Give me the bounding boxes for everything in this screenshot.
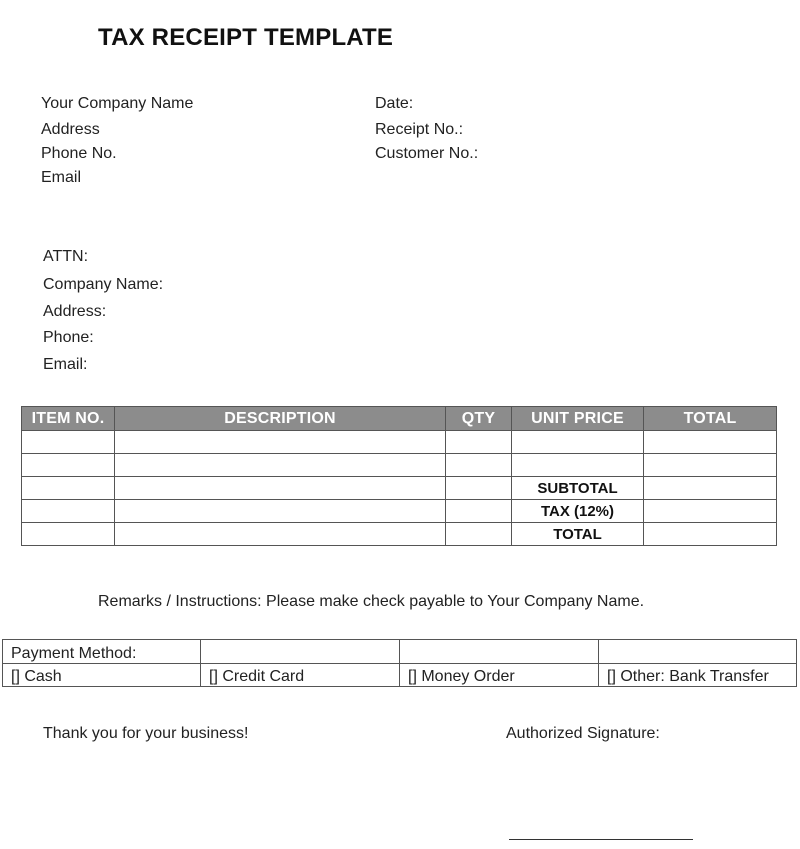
qty-cell[interactable]	[446, 523, 512, 546]
sender-phone: Phone No.	[41, 145, 117, 162]
description-cell[interactable]	[115, 431, 446, 454]
payment-option-other[interactable]: [] Other: Bank Transfer	[599, 664, 797, 687]
description-cell[interactable]	[115, 477, 446, 500]
document-title: TAX RECEIPT TEMPLATE	[98, 24, 394, 51]
description-cell[interactable]	[115, 454, 446, 477]
payment-table	[2, 639, 797, 687]
total-row	[22, 523, 777, 546]
item-no-cell[interactable]	[22, 431, 115, 454]
item-no-cell[interactable]	[22, 477, 115, 500]
payment-option-money-order[interactable]: [] Money Order	[400, 664, 599, 687]
unit-price-cell[interactable]	[512, 454, 644, 477]
sender-address: Address	[41, 121, 100, 138]
remarks-text: Remarks / Instructions: Please make check payable to Your Company Name.	[98, 593, 645, 610]
items-header-row	[22, 407, 777, 431]
subtotal-label: SUBTOTAL	[512, 477, 644, 500]
sender-company: Your Company Name	[41, 95, 194, 112]
signature-label: Authorized Signature:	[506, 725, 660, 742]
recipient-company-label: Company Name:	[43, 276, 164, 293]
payment-empty-cell	[599, 640, 797, 664]
recipient-phone-label: Phone:	[43, 329, 94, 346]
tax-row	[22, 500, 777, 523]
payment-empty-cell	[201, 640, 400, 664]
payment-option-credit-card[interactable]: [] Credit Card	[201, 664, 400, 687]
qty-cell[interactable]	[446, 500, 512, 523]
description-cell[interactable]	[115, 500, 446, 523]
total-value-cell[interactable]	[644, 523, 777, 546]
item-no-cell[interactable]	[22, 500, 115, 523]
tax-value-cell[interactable]	[644, 500, 777, 523]
table-row	[22, 431, 777, 454]
total-label: TOTAL	[512, 523, 644, 546]
qty-cell[interactable]	[446, 431, 512, 454]
thank-you-text: Thank you for your business!	[43, 725, 249, 742]
tax-label: TAX (12%)	[512, 500, 644, 523]
header-qty: QTY	[446, 407, 512, 431]
header-item-no: ITEM NO.	[22, 407, 115, 431]
customer-number-label: Customer No.:	[375, 145, 479, 162]
receipt-number-label: Receipt No.:	[375, 121, 464, 138]
header-total: TOTAL	[644, 407, 777, 431]
item-no-cell[interactable]	[22, 523, 115, 546]
date-label: Date:	[375, 95, 414, 112]
item-no-cell[interactable]	[22, 454, 115, 477]
payment-header-row	[3, 640, 797, 664]
sender-email: Email	[41, 169, 82, 186]
items-table	[21, 406, 777, 546]
subtotal-row	[22, 477, 777, 500]
qty-cell[interactable]	[446, 454, 512, 477]
payment-options-row	[3, 664, 797, 687]
table-row	[22, 454, 777, 477]
payment-option-cash[interactable]: [] Cash	[3, 664, 201, 687]
attn-label: ATTN:	[43, 248, 89, 265]
unit-price-cell[interactable]	[512, 431, 644, 454]
total-cell[interactable]	[644, 454, 777, 477]
signature-line[interactable]	[509, 839, 693, 840]
recipient-email-label: Email:	[43, 356, 88, 373]
qty-cell[interactable]	[446, 477, 512, 500]
subtotal-value-cell[interactable]	[644, 477, 777, 500]
total-cell[interactable]	[644, 431, 777, 454]
header-description: DESCRIPTION	[115, 407, 446, 431]
recipient-address-label: Address:	[43, 303, 107, 320]
description-cell[interactable]	[115, 523, 446, 546]
payment-method-label: Payment Method:	[3, 640, 201, 664]
header-unit-price: UNIT PRICE	[512, 407, 644, 431]
payment-empty-cell	[400, 640, 599, 664]
